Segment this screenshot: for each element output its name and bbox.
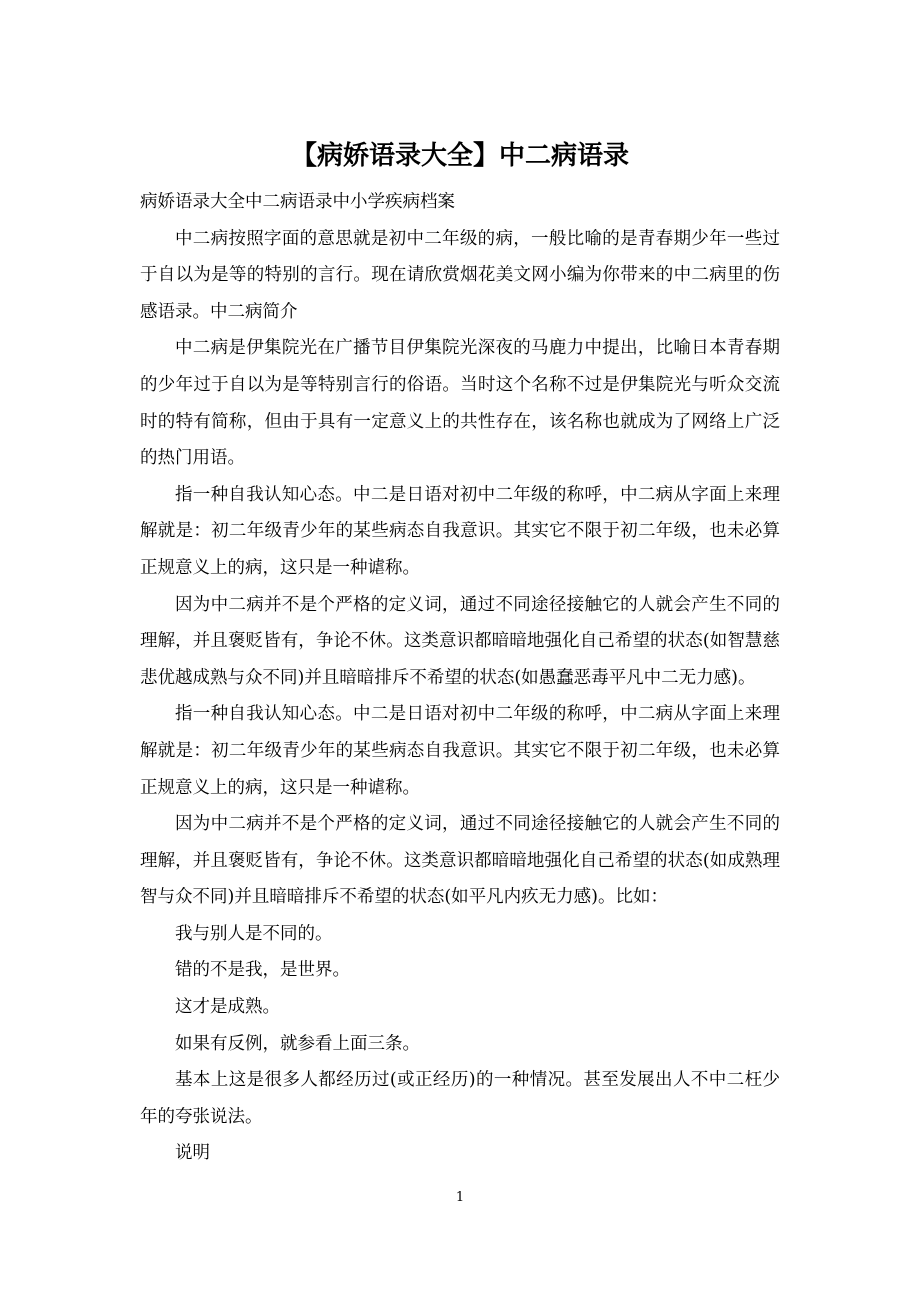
document-subtitle: 病娇语录大全中二病语录中小学疾病档案 xyxy=(140,192,455,212)
paragraph: 因为中二病并不是个严格的定义词，通过不同途径接触它的人就会产生不同的理解，并且褒贬皆有，争论不休。这类意识都暗暗地强化自己希望的状态(如智慧慈悲优越成熟与众不同)并且暗暗排斥不希望的状态(如愚蠢恶毒平凡中二无力感)。 xyxy=(140,594,780,688)
quote-line: 错的不是我，是世界。 xyxy=(175,960,350,981)
document-body xyxy=(140,184,780,1172)
paragraph: 指一种自我认知心态。中二是日语对初中二年级的称呼，中二病从字面上来理解就是：初二年级青少年的某些病态自我意识。其实它不限于初二年级，也未必算正规意义上的病，这只是一种谑称。 xyxy=(140,704,780,798)
paragraph: 因为中二病并不是个严格的定义词，通过不同途径接触它的人就会产生不同的理解，并且褒贬皆有，争论不休。这类意识都暗暗地强化自己希望的状态(如成熟理智与众不同)并且暗暗排斥不希望的状态(如平凡内疚无力感)。比如： xyxy=(140,814,780,908)
paragraph: 基本上这是很多人都经历过(或正经历)的一种情况。甚至发展出人不中二枉少年的夸张说法。 xyxy=(140,1070,780,1127)
quote-line: 我与别人是不同的。 xyxy=(175,923,333,944)
page-number: 1 xyxy=(455,1190,465,1205)
quote-line: 这才是成熟。 xyxy=(175,997,280,1018)
paragraph: 中二病是伊集院光在广播节目伊集院光深夜的马鹿力中提出，比喻日本青春期的少年过于自以为是等特别言行的俗语。当时这个名称不过是伊集院光与听众交流时的特有简称，但由于具有一定意义上的共性存在，该名称也就成为了网络上广泛的热门用语。 xyxy=(140,338,780,469)
paragraph: 中二病按照字面的意思就是初中二年级的病，一般比喻的是青春期少年一些过于自以为是等的特别的言行。现在请欣赏烟花美文网小编为你带来的中二病里的伤感语录。中二病简介 xyxy=(140,228,780,322)
paragraph: 指一种自我认知心态。中二是日语对初中二年级的称呼，中二病从字面上来理解就是：初二年级青少年的某些病态自我意识。其实它不限于初二年级，也未必算正规意义上的病，这只是一种谑称。 xyxy=(140,484,780,578)
section-heading: 说明 xyxy=(175,1143,210,1164)
document-title: 【病娇语录大全】中二病语录 xyxy=(290,141,629,171)
quote-line: 如果有反例，就参看上面三条。 xyxy=(175,1033,420,1054)
